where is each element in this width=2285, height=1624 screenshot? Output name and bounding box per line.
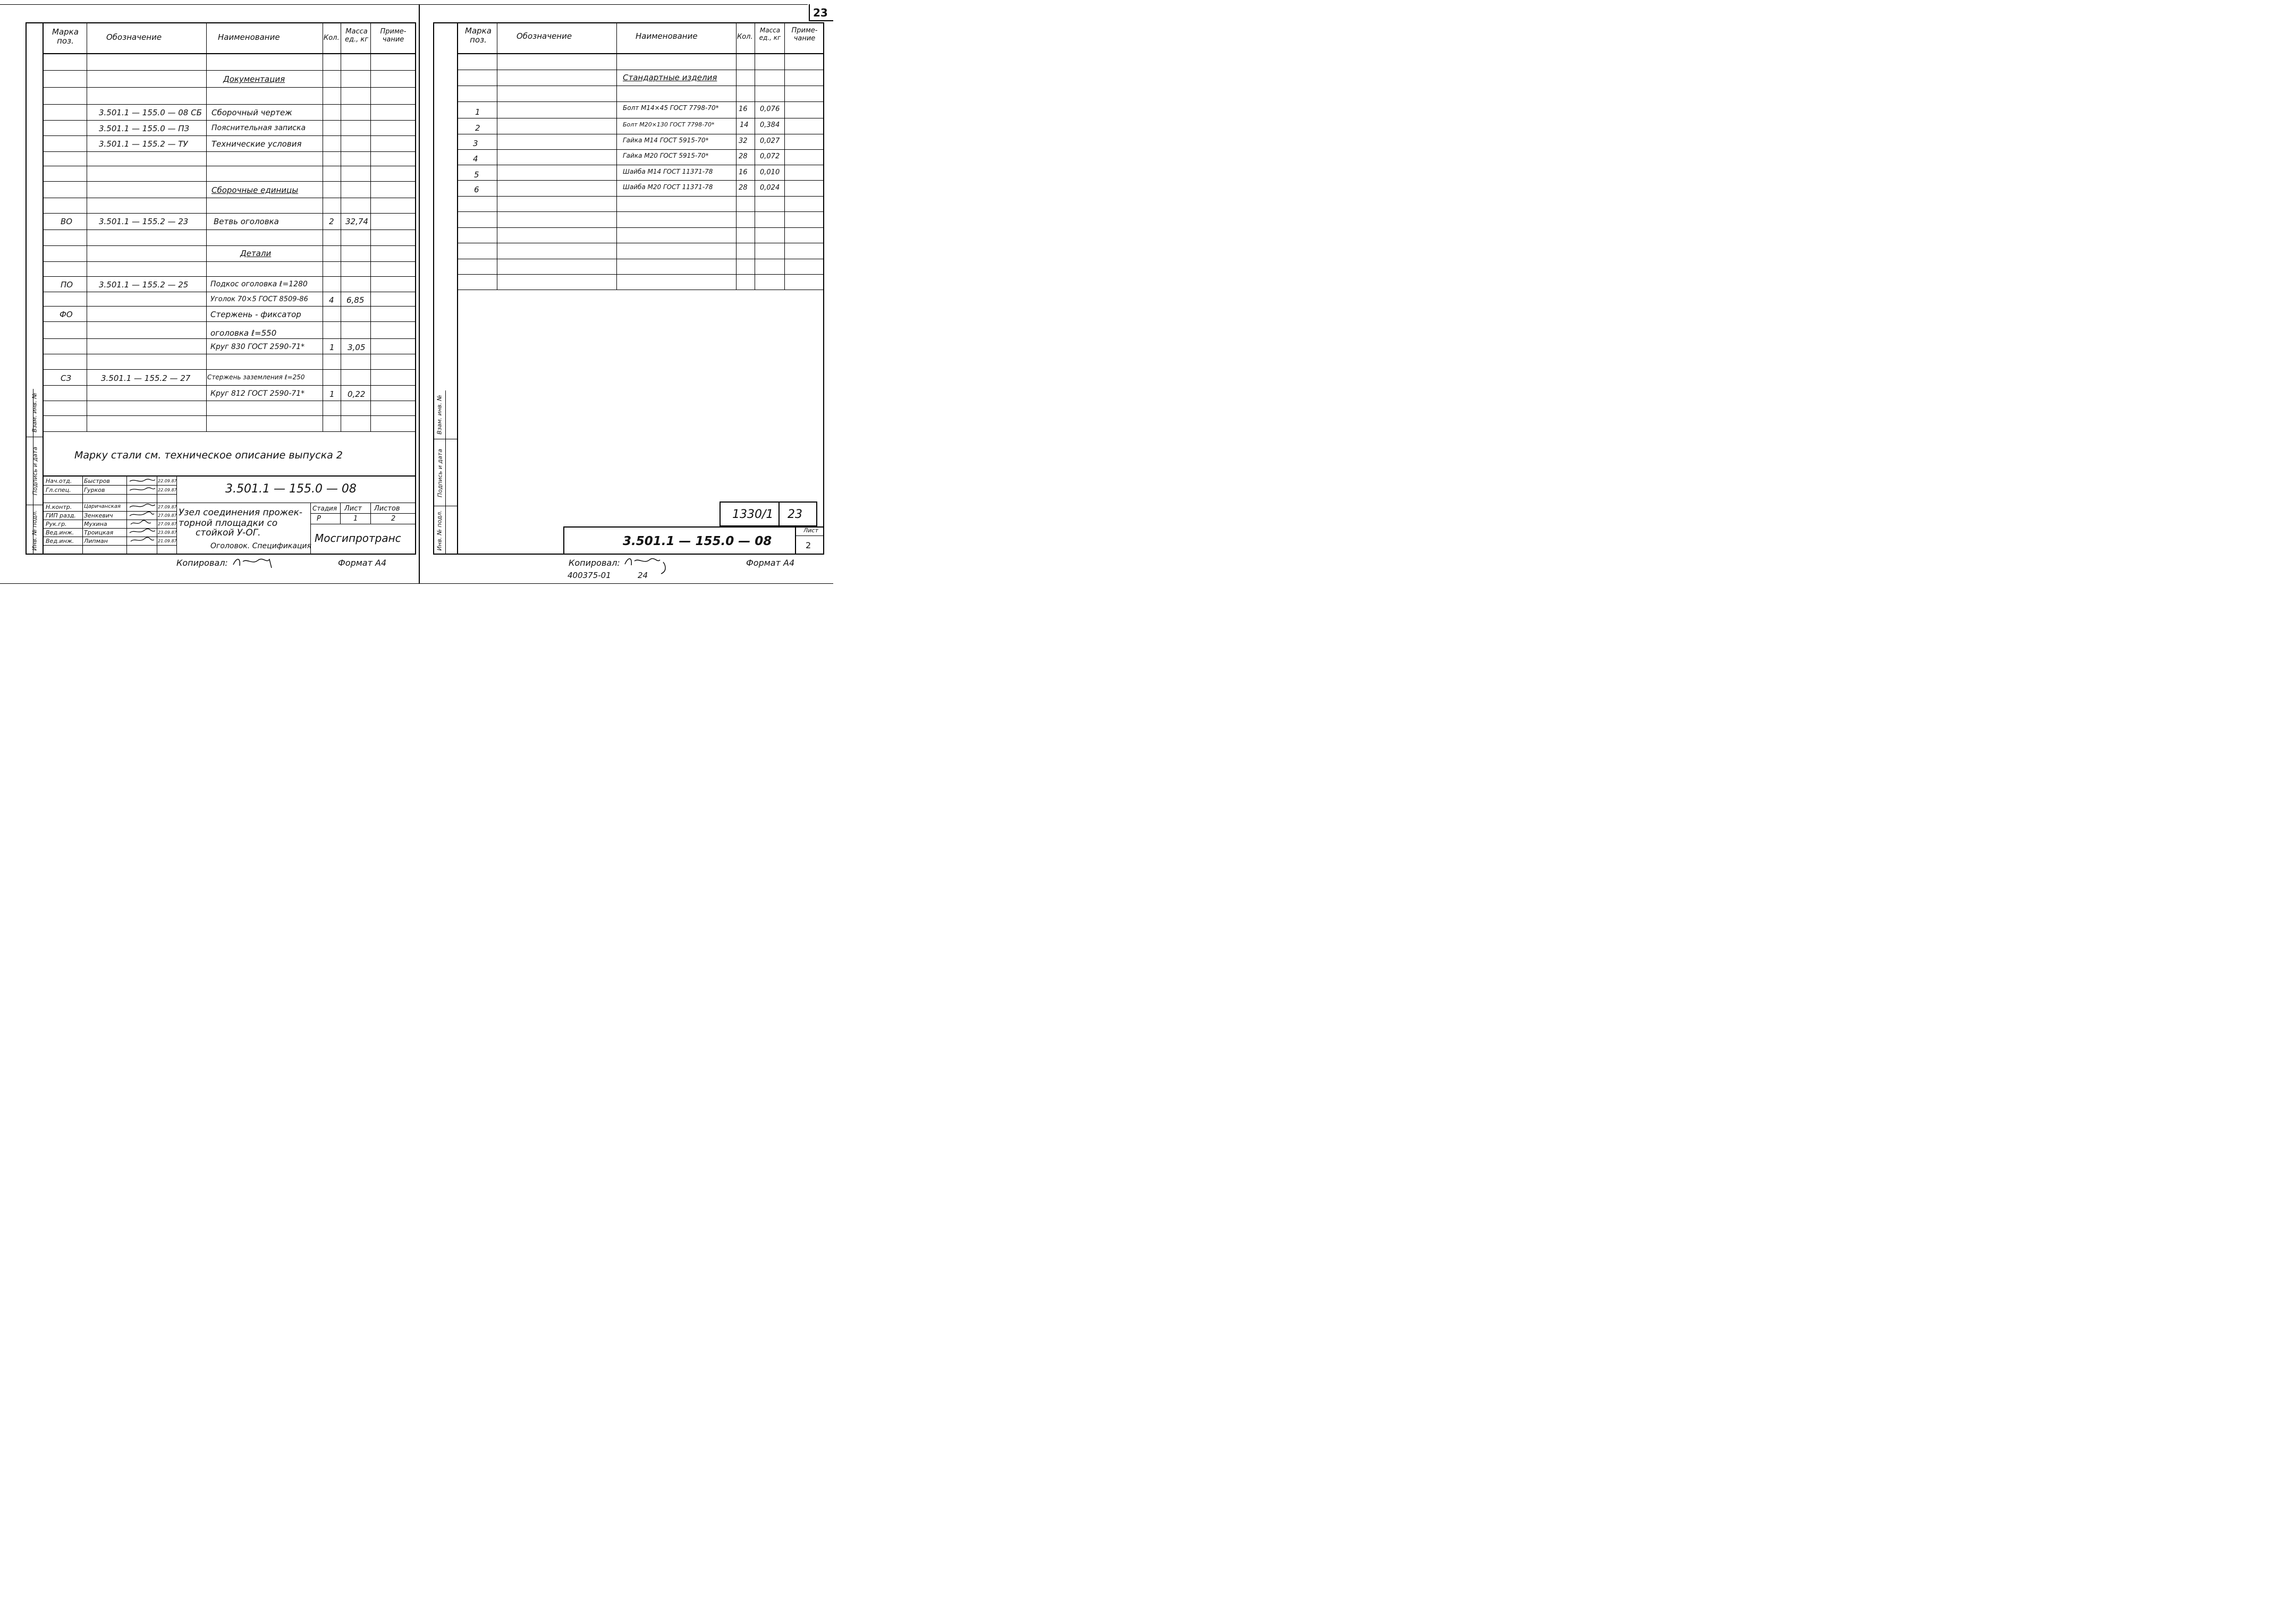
side-label-inv: Инв. № подл.	[436, 510, 443, 551]
row-standard-items-heading: Стандартные изделия	[623, 73, 717, 82]
header-oboznachenie: Обозначение	[106, 32, 162, 42]
person-name: Быстров	[84, 478, 110, 484]
header-massa: Масса ед., кг	[759, 27, 781, 41]
row-naim: Ветвь оголовка	[214, 217, 279, 226]
row-kol: 28	[739, 152, 748, 160]
person-date: 27.09.87	[158, 505, 177, 509]
title-line: стойкой У-ОГ.	[196, 528, 261, 538]
person-name: Гурков	[84, 487, 105, 494]
row-kol: 16	[739, 168, 748, 176]
header-oboznachenie: Обозначение	[517, 31, 572, 41]
listov-label: Листов	[374, 505, 400, 513]
row-obozn: 3.501.1 — 155.0 — 08 СБ	[99, 108, 202, 117]
list-label: Лист	[344, 505, 362, 513]
signatures-image	[128, 476, 156, 555]
row-naim: Болт М14×45 ГОСТ 7798-70*	[623, 104, 719, 112]
row-naim: Пояснительная записка	[211, 124, 306, 132]
row-marka: 6	[474, 185, 479, 194]
row-massa: 32,74	[345, 217, 368, 226]
row-kol: 1	[329, 389, 335, 399]
bottom-edge-line	[0, 583, 833, 584]
header-kol: Кол.	[737, 33, 753, 41]
title-line: Оголовок. Спецификация	[210, 542, 311, 550]
title-block-top	[44, 475, 416, 477]
header-primechanie: Приме- чание	[791, 27, 818, 42]
side-label-inv: Инв. № подл.	[31, 510, 38, 551]
person-role: ГИП разд.	[46, 512, 76, 519]
row-kol: 2	[329, 217, 334, 226]
row-documentation-heading: Документация	[223, 74, 285, 84]
row-kol: 14	[740, 121, 749, 129]
row-kol: 1	[329, 343, 335, 352]
person-name: Троицкая	[84, 529, 114, 536]
row-obozn: 3.501.1 — 155.0 — ПЗ	[99, 124, 190, 133]
row-naim: Стержень - фиксатор	[210, 310, 301, 319]
header-massa: Масса ед., кг	[344, 28, 369, 44]
person-role: Н.контр.	[46, 504, 72, 511]
title-line: Узел соединения прожек-	[179, 507, 302, 518]
row-marka: 5	[474, 170, 479, 180]
person-date: 27.09.87	[158, 522, 177, 526]
side-label-podpis: Подпись и дата	[436, 448, 444, 498]
person-date: 23.09.87	[158, 530, 177, 535]
header-naimenovanie: Наименование	[218, 32, 280, 42]
steel-grade-note: Марку стали см. техническое описание выпуска 2	[74, 449, 343, 461]
format-label: Формат А4	[746, 558, 795, 568]
row-kol: 4	[329, 295, 334, 305]
row-naim: Шайба М14 ГОСТ 11371-78	[623, 168, 713, 175]
row-obozn: 3.501.1 — 155.2 — 27	[101, 373, 191, 383]
row-massa: 3,05	[348, 343, 366, 352]
list-value: 1	[353, 515, 358, 523]
list-value: 2	[806, 540, 811, 550]
row-assembly-heading: Сборочные единицы	[211, 185, 299, 195]
row-marka: СЗ	[61, 373, 72, 383]
person-date: 22.09.87	[158, 488, 177, 492]
row-naim: Круг 830 ГОСТ 2590-71*	[210, 343, 305, 351]
row-obozn: 3.501.1 — 155.2 — ТУ	[99, 139, 188, 149]
person-role: Вед.инж.	[46, 529, 74, 536]
organization-name: Мосгипротранс	[315, 532, 401, 545]
row-marka: ПО	[61, 280, 73, 290]
person-name: Мухина	[84, 521, 107, 528]
row-massa: 0,384	[760, 121, 780, 129]
doc-number: 3.501.1 — 155.0 — 08	[623, 534, 772, 548]
row-naim: Технические условия	[211, 139, 302, 149]
person-date: 21.09.87	[158, 539, 177, 543]
side-label-podpis: Подпись и дата	[31, 446, 39, 496]
top-edge-line	[0, 4, 808, 5]
format-label: Формат А4	[338, 558, 387, 568]
archive-number: 1330/1	[732, 508, 774, 521]
copied-code: 400375-01	[568, 571, 611, 580]
copied-label: Копировал:	[176, 558, 228, 568]
person-name: Липман	[84, 538, 108, 545]
row-marka: ФО	[60, 310, 73, 319]
person-date: 27.09.87	[158, 513, 177, 518]
row-kol: 28	[739, 184, 748, 192]
row-naim: Шайба М20 ГОСТ 11371-78	[623, 183, 713, 191]
copier-signature-image	[231, 555, 279, 570]
row-naim: Стержень заземления ℓ=250	[207, 373, 305, 381]
listov-value: 2	[391, 515, 396, 523]
row-naim: Подкос оголовка ℓ=1280	[210, 280, 308, 288]
person-name: Царичанская	[84, 504, 121, 509]
row-naim: оголовка ℓ=550	[210, 328, 277, 338]
row-massa: 6,85	[346, 295, 365, 305]
row-naim: Гайка М20 ГОСТ 5915-70*	[623, 152, 709, 159]
copied-label: Копировал:	[569, 558, 620, 568]
row-marka: 3	[473, 139, 478, 148]
side-label-vzam: Взам. инв. №	[436, 395, 443, 435]
sheet-divider	[419, 4, 420, 583]
row-marka: 4	[473, 154, 478, 164]
header-marka: Марка поз.	[465, 26, 492, 45]
person-role: Вед.инж.	[46, 538, 74, 545]
person-role: Рук.гр.	[46, 521, 67, 528]
row-marka: 1	[475, 107, 480, 117]
title-block-doc-number: 3.501.1 — 155.0 — 08	[225, 482, 357, 496]
person-date: 22.09.87	[158, 479, 177, 483]
row-naim: Болт М20×130 ГОСТ 7798-70*	[623, 121, 715, 128]
row-massa: 0,024	[760, 184, 780, 192]
row-obozn: 3.501.1 — 155.2 — 25	[99, 280, 189, 290]
page-number: 23	[813, 6, 828, 19]
header-marka: Марка поз.	[52, 27, 79, 46]
row-naim: Гайка М14 ГОСТ 5915-70*	[623, 137, 709, 144]
row-marka: ВО	[61, 217, 73, 226]
row-massa: 0,076	[760, 105, 780, 113]
copied-sheet: 24	[638, 571, 648, 580]
row-kol: 16	[739, 105, 748, 113]
row-details-heading: Детали	[240, 249, 272, 258]
row-naim: Сборочный чертеж	[211, 108, 292, 117]
row-massa: 0,22	[348, 389, 366, 399]
row-massa: 0,072	[760, 152, 780, 160]
header-naimenovanie: Наименование	[636, 31, 698, 41]
person-role: Гл.спец.	[46, 487, 71, 494]
row-marka: 2	[475, 123, 480, 133]
right-sheet-frame	[433, 22, 824, 555]
row-obozn: 3.501.1 — 155.2 — 23	[99, 217, 189, 226]
row-naim: Круг 812 ГОСТ 2590-71*	[210, 389, 305, 398]
list-label: Лист	[803, 527, 818, 534]
archive-sheet: 23	[788, 508, 802, 521]
stadia-label: Стадия	[312, 505, 337, 512]
stadia-value: Р	[317, 515, 321, 523]
row-naim: Уголок 70×5 ГОСТ 8509-86	[210, 295, 308, 303]
left-sheet-frame	[26, 22, 416, 555]
row-kol: 32	[739, 137, 748, 145]
person-role: Нач.отд.	[46, 478, 72, 484]
header-kol: Кол.	[324, 34, 340, 42]
person-name: Зенкевич	[84, 512, 113, 519]
row-massa: 0,027	[760, 137, 780, 145]
row-massa: 0,010	[760, 168, 780, 176]
header-primechanie: Приме- чание	[380, 28, 407, 44]
side-label-vzam: Взам. инв. №	[31, 393, 38, 432]
title-line: торной площадки со	[179, 518, 278, 529]
